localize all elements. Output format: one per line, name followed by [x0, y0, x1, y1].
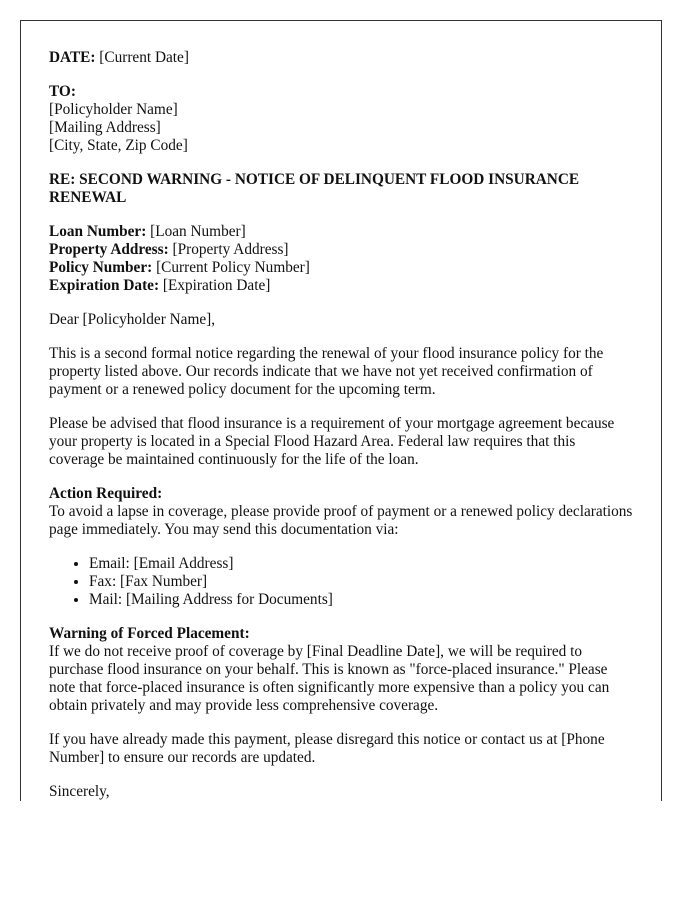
date-label: DATE:: [49, 49, 96, 66]
loan-number-line: [49, 223, 633, 241]
expiration-date-label: Expiration Date:: [49, 277, 160, 294]
closing-paragraph: If you have already made this payment, please disregard this notice or contact us at [Phone Number] to ensure our records are updated.: [49, 731, 605, 766]
page-viewport: [20, 20, 662, 801]
salutation: Dear [Policyholder Name],: [49, 311, 216, 328]
date-value: [Current Date]: [99, 49, 189, 66]
policy-number-line: [49, 259, 633, 277]
subject-line: RE: SECOND WARNING - NOTICE OF DELINQUENT FLOOD INSURANCE RENEWAL: [49, 171, 580, 206]
property-address-label: Property Address:: [49, 241, 169, 258]
body-paragraph-2: Please be advised that flood insurance is a requirement of your mortgage agreement because your property is located in a Special Flood Hazard Area. Federal law requires that this coverage be maintained continuously for the life of the loan.: [49, 415, 615, 468]
action-required-text: To avoid a lapse in coverage, please provide proof of payment or a renewed policy declarations page immediately. You may send this documentation via:: [49, 503, 633, 538]
recipient-address: [Mailing Address]: [49, 119, 161, 136]
loan-number-value: [Loan Number]: [150, 223, 246, 240]
recipient-label: TO:: [49, 83, 76, 100]
recipient-city-state-zip: [City, State, Zip Code]: [49, 137, 188, 154]
property-address-value: [Property Address]: [172, 241, 289, 258]
contact-method-mail: • Mail: [Mailing Address for Documents]: [89, 591, 633, 609]
action-required-section: [49, 485, 633, 539]
policy-number-value: [Current Policy Number]: [156, 259, 310, 276]
forced-placement-section: [49, 625, 633, 715]
contact-method-fax: • Fax: [Fax Number]: [89, 573, 633, 591]
details-block: [49, 223, 633, 295]
contact-methods-list: [49, 555, 633, 609]
property-address-line: [49, 241, 633, 259]
action-required-heading: Action Required:: [49, 485, 163, 502]
closing-signoff: Sincerely,: [49, 783, 110, 800]
expiration-date-value: [Expiration Date]: [162, 277, 271, 294]
policy-number-label: Policy Number:: [49, 259, 153, 276]
expiration-date-line: [49, 277, 633, 295]
date-line: [49, 49, 633, 67]
forced-placement-heading: Warning of Forced Placement:: [49, 625, 250, 642]
recipient-block: [49, 83, 633, 155]
contact-method-email: • Email: [Email Address]: [89, 555, 633, 573]
body-paragraph-1: This is a second formal notice regarding the renewal of your flood insurance policy for the property listed above. Our records indicate that we have not yet received confirmation of payment or a renewed policy document for the upcoming term.: [49, 345, 604, 398]
letter-document: [20, 20, 662, 801]
loan-number-label: Loan Number:: [49, 223, 147, 240]
forced-placement-text: If we do not receive proof of coverage by [Final Deadline Date], we will be required to purchase flood insurance on your behalf. This is known as "force-placed insurance." Please note that force-placed insurance is often significantly more expensive than a policy you can obtain privately and may provide less comprehensive coverage.: [49, 643, 610, 714]
recipient-name: [Policyholder Name]: [49, 101, 178, 118]
